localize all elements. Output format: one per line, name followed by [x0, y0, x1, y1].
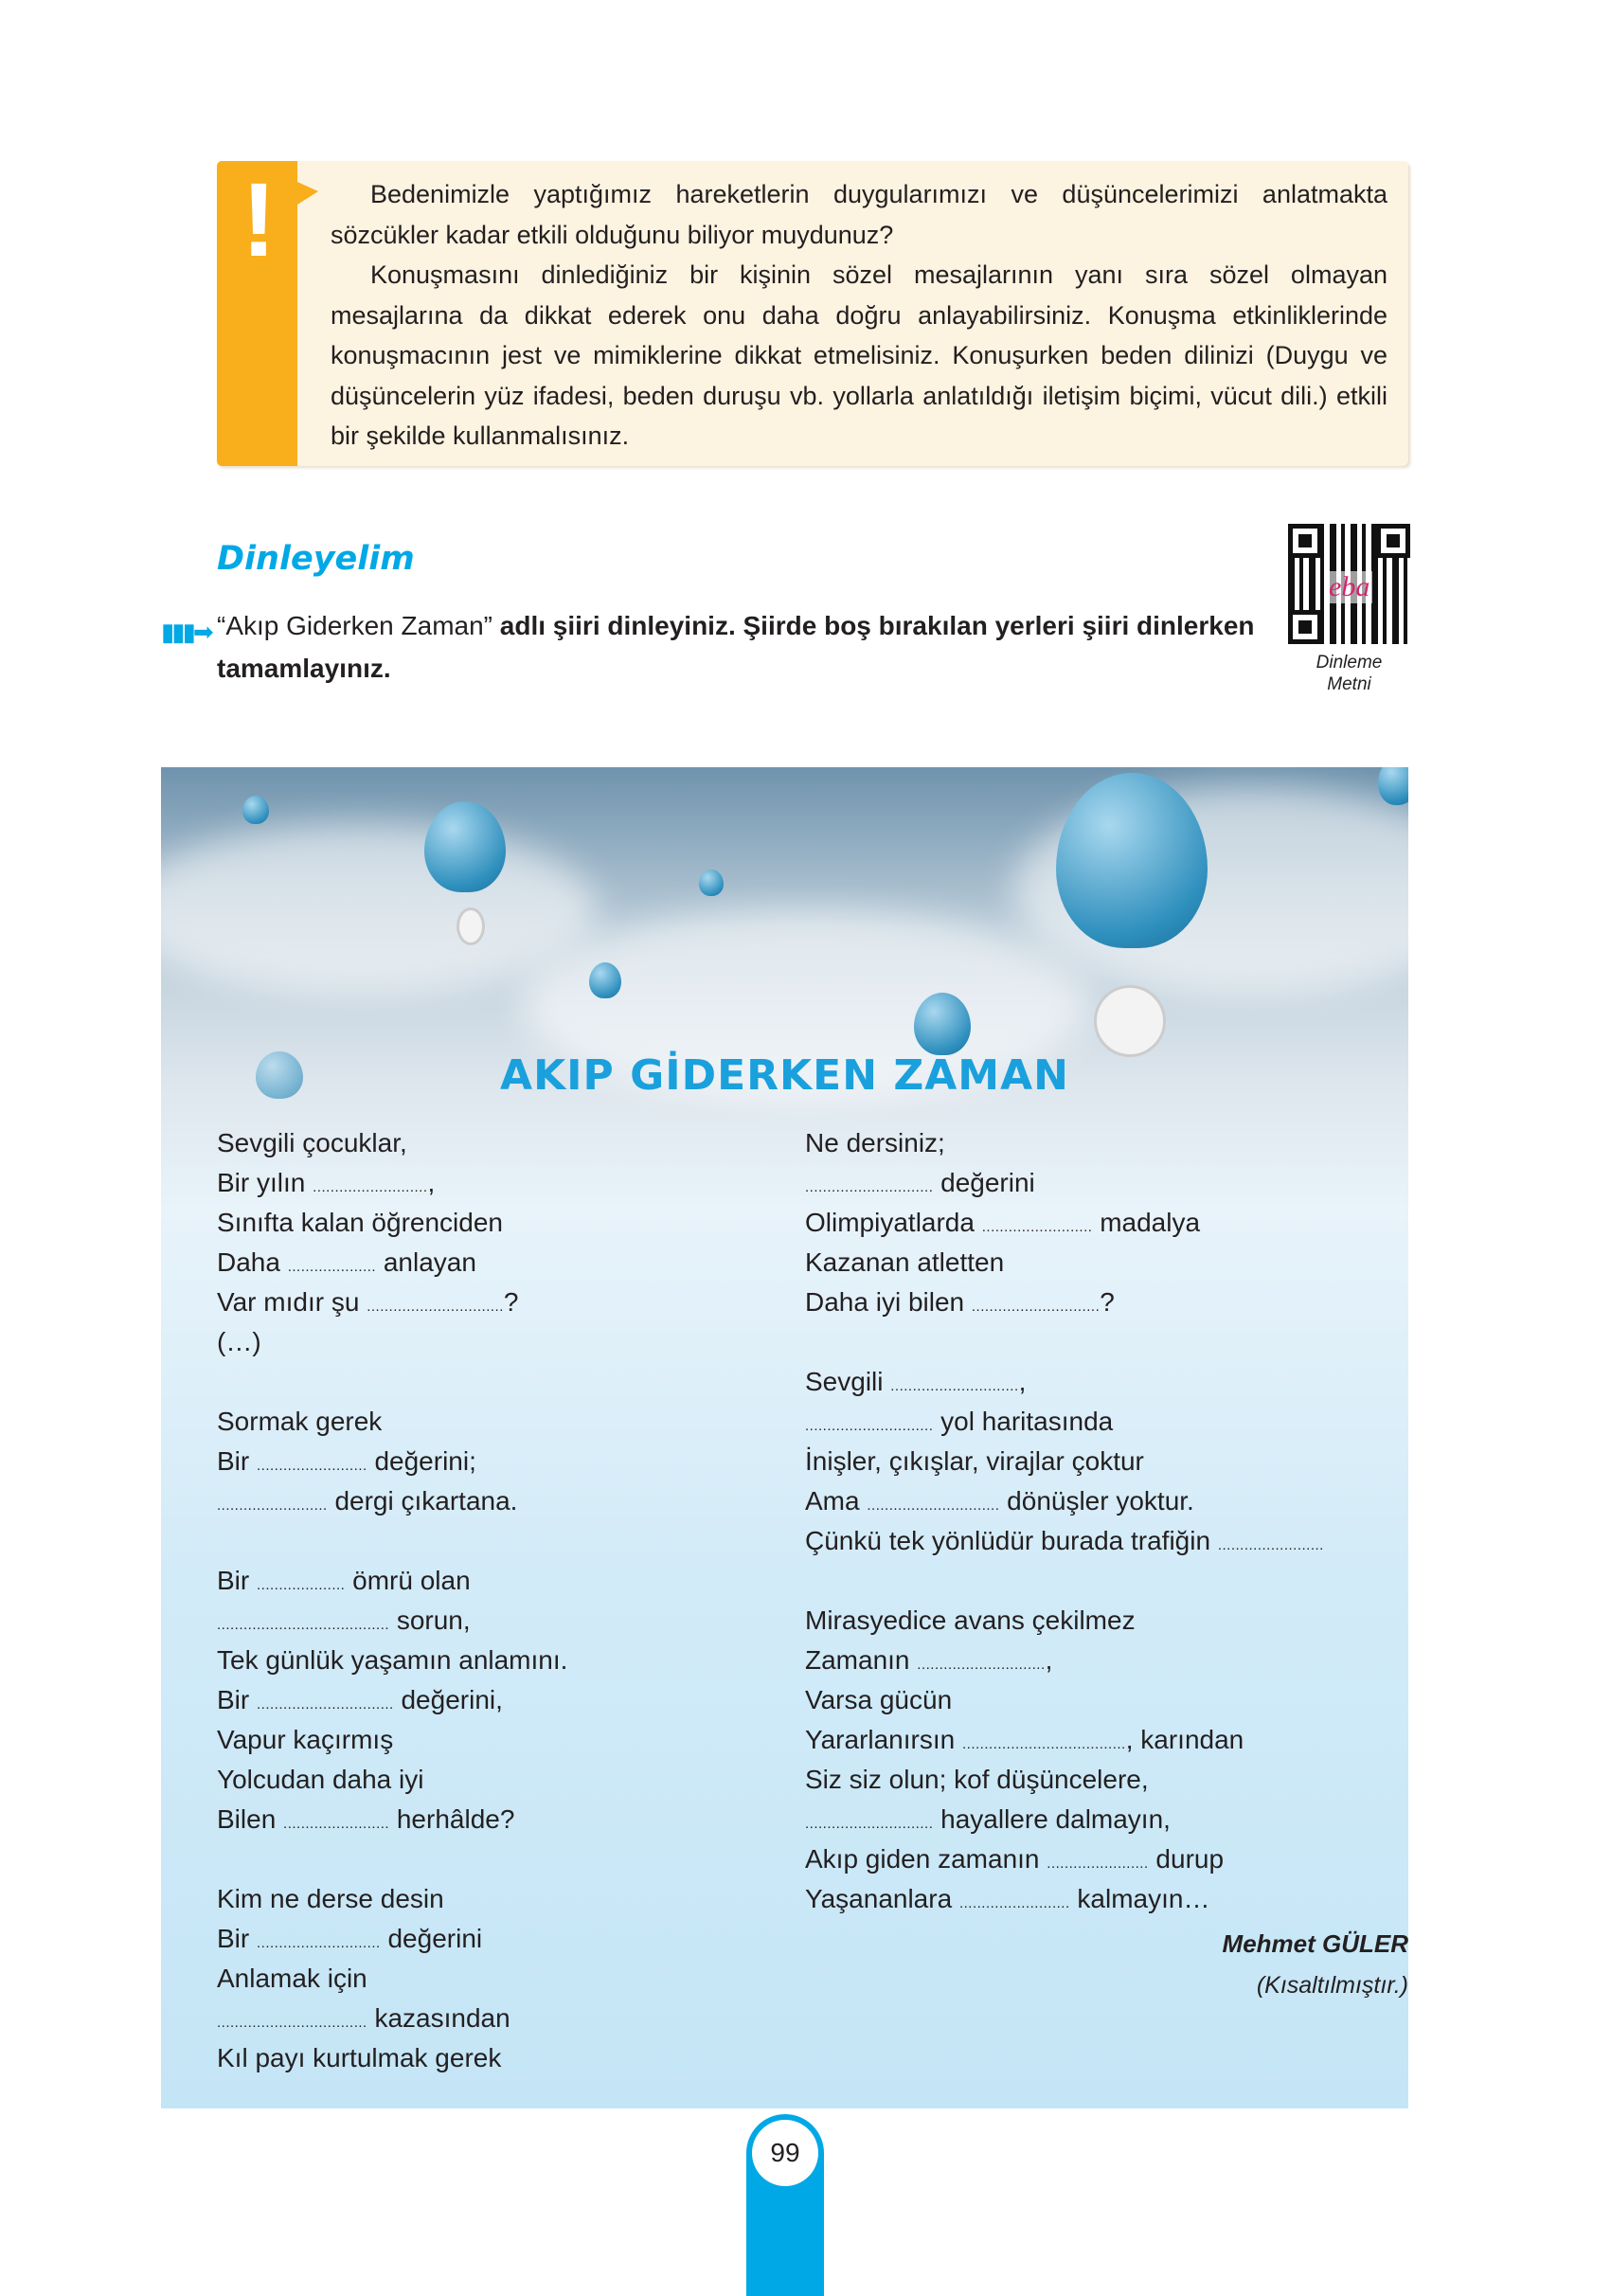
info-note-box: [217, 161, 1408, 466]
blank-field[interactable]: ..........................: [313, 1179, 428, 1195]
blank-field[interactable]: .............................: [890, 1378, 1019, 1394]
poem-line: Kim ne derse desin: [217, 1884, 444, 1913]
poem-name-quote: “Akıp Giderken Zaman”: [217, 611, 492, 640]
poem-line: Var mıdır şu ...............................?: [217, 1287, 519, 1317]
poem-line: Yolcudan daha iyi: [217, 1765, 424, 1794]
poem-panel: [161, 767, 1408, 2108]
qr-finder: [1288, 610, 1322, 644]
poem-line: [217, 1839, 567, 1879]
poem-line: Çünkü tek yönlüdür burada trafiğin ........................: [805, 1526, 1324, 1555]
poem-line: Ama .............................. dönüşler yoktur.: [805, 1486, 1194, 1516]
poem-line: ............................. hayallere dalmayın,: [805, 1804, 1171, 1834]
abridged-note: (Kısaltılmıştır.): [1256, 1972, 1408, 1999]
poem-line: Bir ............................ değerini: [217, 1924, 483, 1953]
clock-icon: [1094, 985, 1166, 1057]
poem-line: (…): [217, 1327, 261, 1356]
poem-line: Kazanan atletten: [805, 1247, 1005, 1277]
poem-line: Tek günlük yaşamın anlamını.: [217, 1645, 568, 1675]
poem-line: ....................................... sorun,: [217, 1605, 471, 1635]
blank-field[interactable]: .......................................: [217, 1617, 390, 1633]
poem-line: Vapur kaçırmış: [217, 1725, 394, 1754]
blank-field[interactable]: .............................: [805, 1418, 934, 1434]
poem-left-column: [217, 1123, 567, 2078]
poem-line: Bir .................... ömrü olan: [217, 1566, 471, 1595]
balloon-icon: [914, 993, 971, 1055]
poem-line: ............................. yol haritasında: [805, 1407, 1114, 1436]
poem-line: ............................. değerini: [805, 1168, 1035, 1197]
exclamation-icon: !: [242, 162, 277, 278]
poem-line: Kıl payı kurtulmak gerek: [217, 2043, 502, 2072]
poem-line: .................................. kazasından: [217, 2003, 510, 2033]
blank-field[interactable]: .....................................: [962, 1736, 1126, 1752]
qr-caption-line: Metni: [1327, 674, 1371, 694]
poem-line: [217, 1362, 567, 1402]
blank-field[interactable]: ........................: [283, 1816, 390, 1832]
instruction-text: [217, 604, 1259, 690]
qr-caption-line: Dinleme: [1316, 653, 1383, 673]
poem-line: Ne dersiniz;: [805, 1128, 945, 1157]
balloon-icon: [424, 801, 506, 892]
blank-field[interactable]: .............................: [805, 1179, 934, 1195]
balloon-icon: [1378, 767, 1408, 805]
instruction-rest: adlı şiiri dinleyiniz. Şiirde boş bırakılan yerleri şiiri dinlerken tamamlayınız.: [217, 611, 1255, 683]
poem-line: Daha .................... anlayan: [217, 1247, 476, 1277]
blank-field[interactable]: ...............................: [367, 1299, 504, 1315]
blank-field[interactable]: .............................: [971, 1299, 1101, 1315]
poem-line: Mirasyedice avans çekilmez: [805, 1605, 1136, 1635]
poem-line: Siz siz olun; kof düşüncelere,: [805, 1765, 1149, 1794]
blank-field[interactable]: ............................: [257, 1935, 381, 1951]
blank-field[interactable]: .............................: [917, 1657, 1046, 1673]
poem-line: Yararlanırsın ....................................., karından: [805, 1725, 1244, 1754]
poem-line: Bir ......................... değerini;: [217, 1446, 476, 1476]
qr-caption: [1288, 652, 1410, 695]
poem-line: Sevgili .............................,: [805, 1367, 1027, 1396]
poem-line: Yaşananlara ......................... kalmayın…: [805, 1884, 1210, 1913]
poem-title: AKIP GİDERKEN ZAMAN: [500, 1051, 1069, 1100]
poem-line: Zamanın .............................,: [805, 1645, 1053, 1675]
blank-field[interactable]: ...............................: [257, 1696, 394, 1713]
cloud: [161, 824, 597, 995]
blank-field[interactable]: ....................: [287, 1259, 377, 1275]
balloon-icon: [242, 796, 269, 824]
section-heading: Dinleyelim: [217, 540, 415, 578]
qr-finder: [1376, 524, 1410, 558]
poem-line: ......................... dergi çıkartana.: [217, 1486, 518, 1516]
poem-line: Daha iyi bilen .............................?: [805, 1287, 1115, 1317]
poem-line: Varsa gücün: [805, 1685, 953, 1714]
balloon-icon: [699, 870, 724, 896]
blank-field[interactable]: ..................................: [217, 2015, 367, 2031]
page-number: 99: [752, 2120, 818, 2186]
blank-field[interactable]: .........................: [217, 1498, 328, 1514]
blank-field[interactable]: .............................: [805, 1816, 934, 1832]
poem-line: İnişler, çıkışlar, virajlar çoktur: [805, 1446, 1144, 1476]
qr-code[interactable]: [1288, 524, 1410, 644]
note-text: [331, 174, 1387, 457]
poem-line: [805, 1561, 1324, 1601]
blank-field[interactable]: .........................: [257, 1458, 367, 1474]
clock-icon: [456, 907, 485, 945]
poem-line: Bilen ........................ herhâlde?: [217, 1804, 515, 1834]
blank-field[interactable]: ........................: [1217, 1537, 1324, 1553]
blank-field[interactable]: .........................: [981, 1219, 1093, 1235]
note-accent-bar: [217, 161, 297, 466]
blank-field[interactable]: ..............................: [867, 1498, 1000, 1514]
blank-field[interactable]: .........................: [958, 1895, 1070, 1911]
poem-line: Olimpiyatlarda ......................... madalya: [805, 1208, 1201, 1237]
note-paragraph: Bedenimizle yaptığımız hareketlerin duygularımızı ve düşüncelerimizi anlatmakta sözcükler kadar etkili olduğunu biliyor muydunuz?: [331, 180, 1387, 249]
poem-line: Sınıfta kalan öğrenciden: [217, 1208, 503, 1237]
blank-field[interactable]: .......................: [1047, 1856, 1149, 1872]
note-paragraph: Konuşmasını dinlediğiniz bir kişinin sözel mesajlarının yanı sıra sözel olmayan mesajlarına da dikkat ederek onu daha doğru anlayabilirsiniz. Konuşma etkinliklerinde konuşmacının jest ve mimiklerine dikkat etmelisiniz. Konuşurken beden dilinizi (Duygu ve düşüncelerin yüz ifadesi, beden duruşu vb. yollarla anlatıldığı iletişim biçimi, vücut dili.) etkili bir şekilde kullanmalısınız.: [331, 260, 1387, 450]
poem-line: [805, 1322, 1324, 1362]
poem-line: Bir ............................... değerini,: [217, 1685, 503, 1714]
qr-finder: [1288, 524, 1322, 558]
poem-line: Sevgili çocuklar,: [217, 1128, 407, 1157]
poem-line: Sormak gerek: [217, 1407, 383, 1436]
poem-line: Anlamak için: [217, 1964, 367, 1993]
blank-field[interactable]: ....................: [257, 1577, 346, 1593]
poem-author: Mehmet GÜLER: [1222, 1929, 1408, 1958]
eba-logo: eba: [1326, 571, 1372, 603]
poem-line: Bir yılın ..........................,: [217, 1168, 436, 1197]
arrow-right-icon: ▮▮▮➡: [161, 618, 211, 646]
poem-line: [217, 1521, 567, 1561]
balloon-icon: [589, 962, 621, 998]
poem-right-column: [805, 1123, 1324, 1919]
poem-line: Akıp giden zamanın ....................... durup: [805, 1844, 1225, 1874]
